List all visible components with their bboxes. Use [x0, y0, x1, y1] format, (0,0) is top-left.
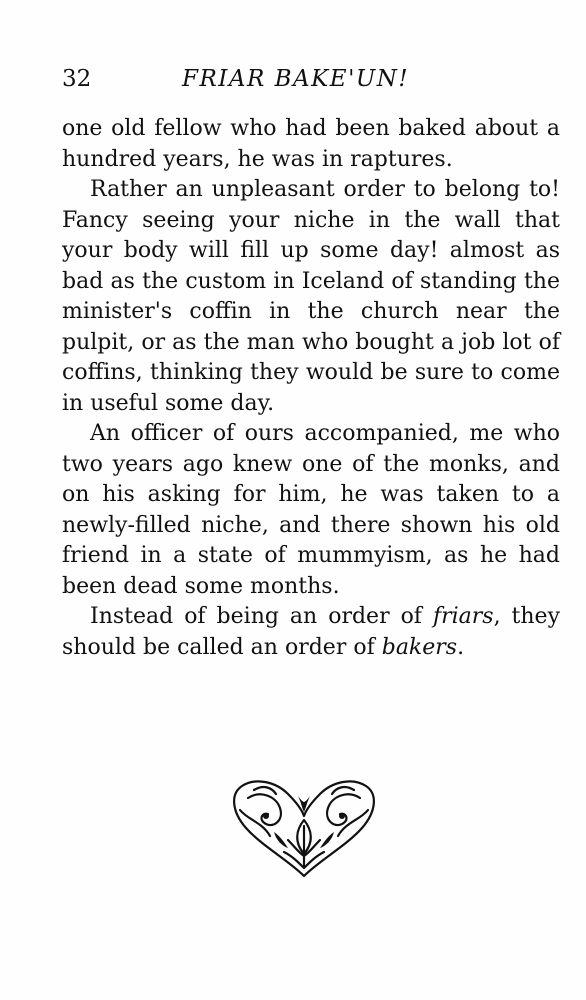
paragraph-3 [62, 419, 560, 602]
page-number: 32 [62, 66, 92, 92]
paragraph-2-text: Rather an unpleasant order to belong to! Fancy seeing your niche in the wall that your body will fill up some day! almost as bad as the custom in Iceland of standing the minister's coffin in the church near the pulpit, or as the man who bought a job lot of coffins, thinking they would be sure to come in useful some day. [62, 177, 560, 416]
paragraph-4-text-c: . [457, 634, 465, 660]
paragraph-4 [62, 602, 560, 663]
paragraph-1 [62, 114, 560, 175]
paragraph-4-text-b: , they should be called an order of [62, 604, 560, 660]
paragraph-4-italic-friars: friars [432, 604, 494, 629]
paragraph-4-text-a: Instead of being an order of [90, 604, 433, 629]
paragraph-1-text: one old fellow who had been baked about a hundred years, he was in raptures. [62, 116, 560, 172]
paragraph-2 [62, 175, 560, 419]
page-header [62, 62, 560, 96]
body-text [62, 114, 560, 663]
paragraph-4-italic-bakers: bakers [381, 634, 458, 660]
paragraph-3-text: An officer of ours accompanied, me who two years ago knew one of the monks, and on his asking for him, he was taken to a newly-filled niche, and there shown his old friend in a state of mummyism, as he had been dead some months. [62, 421, 560, 599]
running-title: FRIAR BAKE'UN! [182, 66, 410, 92]
heart-scroll-ornament-icon [218, 776, 390, 880]
